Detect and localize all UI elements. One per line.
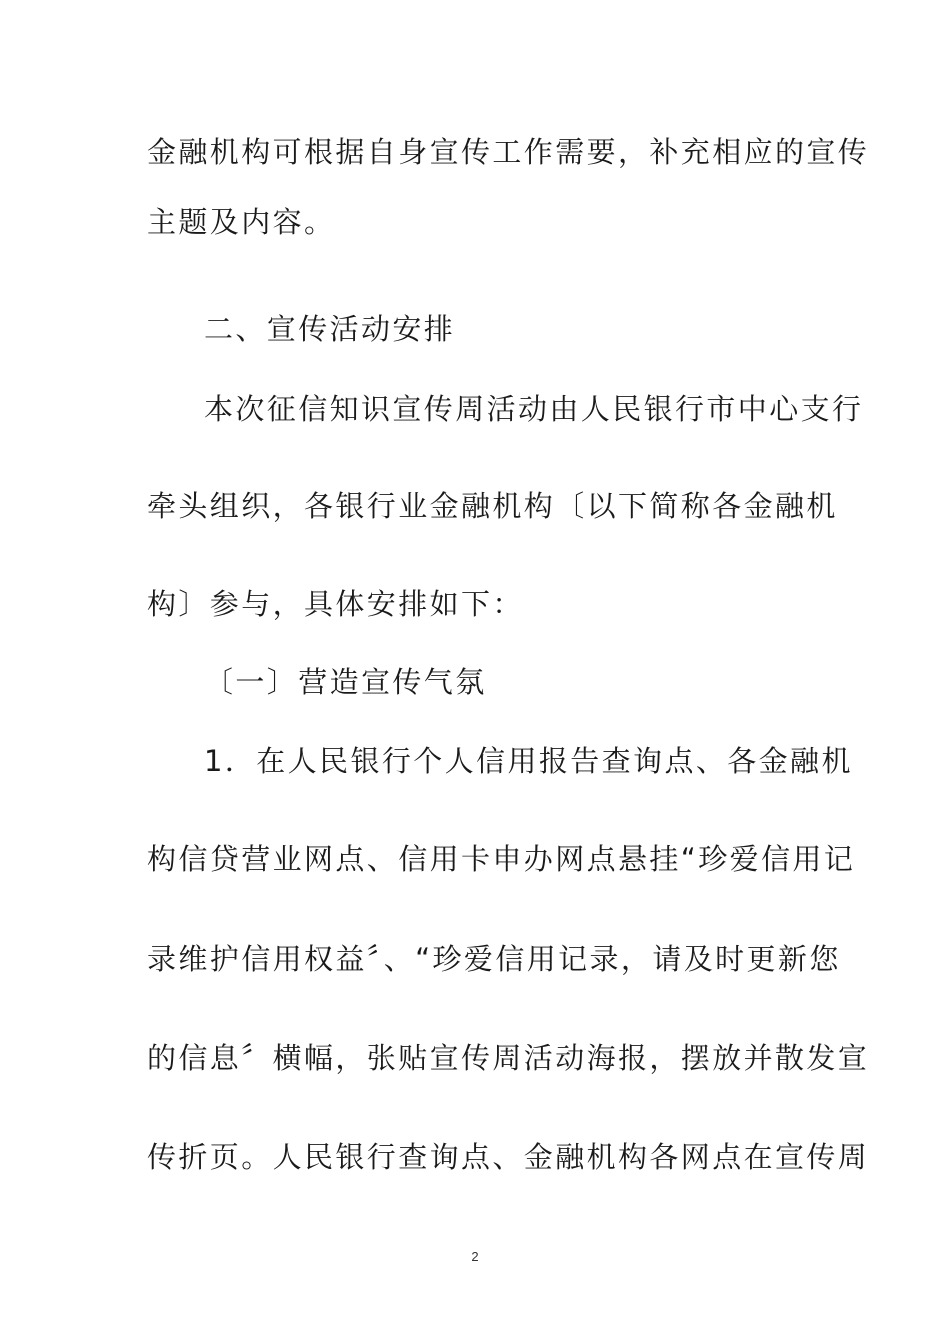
paragraph-line: 构〕参与，具体安排如下： <box>147 587 524 621</box>
section-heading: 二、宣传活动安排 <box>204 312 456 346</box>
paragraph-line: 的信息〞横幅，张贴宣传周活动海报，摆放并散发宣 <box>147 1041 870 1075</box>
paragraph-line: 传折页。人民银行查询点、金融机构各网点在宣传周 <box>147 1140 870 1174</box>
paragraph-line: 录维护信用权益〞、“珍爱信用记录，请及时更新您 <box>147 942 841 976</box>
paragraph-line: 牵头组织，各银行业金融机构〔以下简称各金融机 <box>147 489 838 523</box>
subsection-heading: 〔一〕营造宣传气氛 <box>204 665 487 699</box>
paragraph-line: 金融机构可根据自身宣传工作需要，补充相应的宣传 <box>147 135 870 169</box>
paragraph-line: 构信贷营业网点、信用卡申办网点悬挂“珍爱信用记 <box>147 842 856 876</box>
paragraph-line: 1．在人民银行个人信用报告查询点、各金融机 <box>204 744 853 778</box>
page-number: 2 <box>471 1249 479 1264</box>
paragraph-line: 主题及内容。 <box>147 205 336 239</box>
paragraph-line: 本次征信知识宣传周活动由人民银行市中心支行 <box>204 392 864 426</box>
